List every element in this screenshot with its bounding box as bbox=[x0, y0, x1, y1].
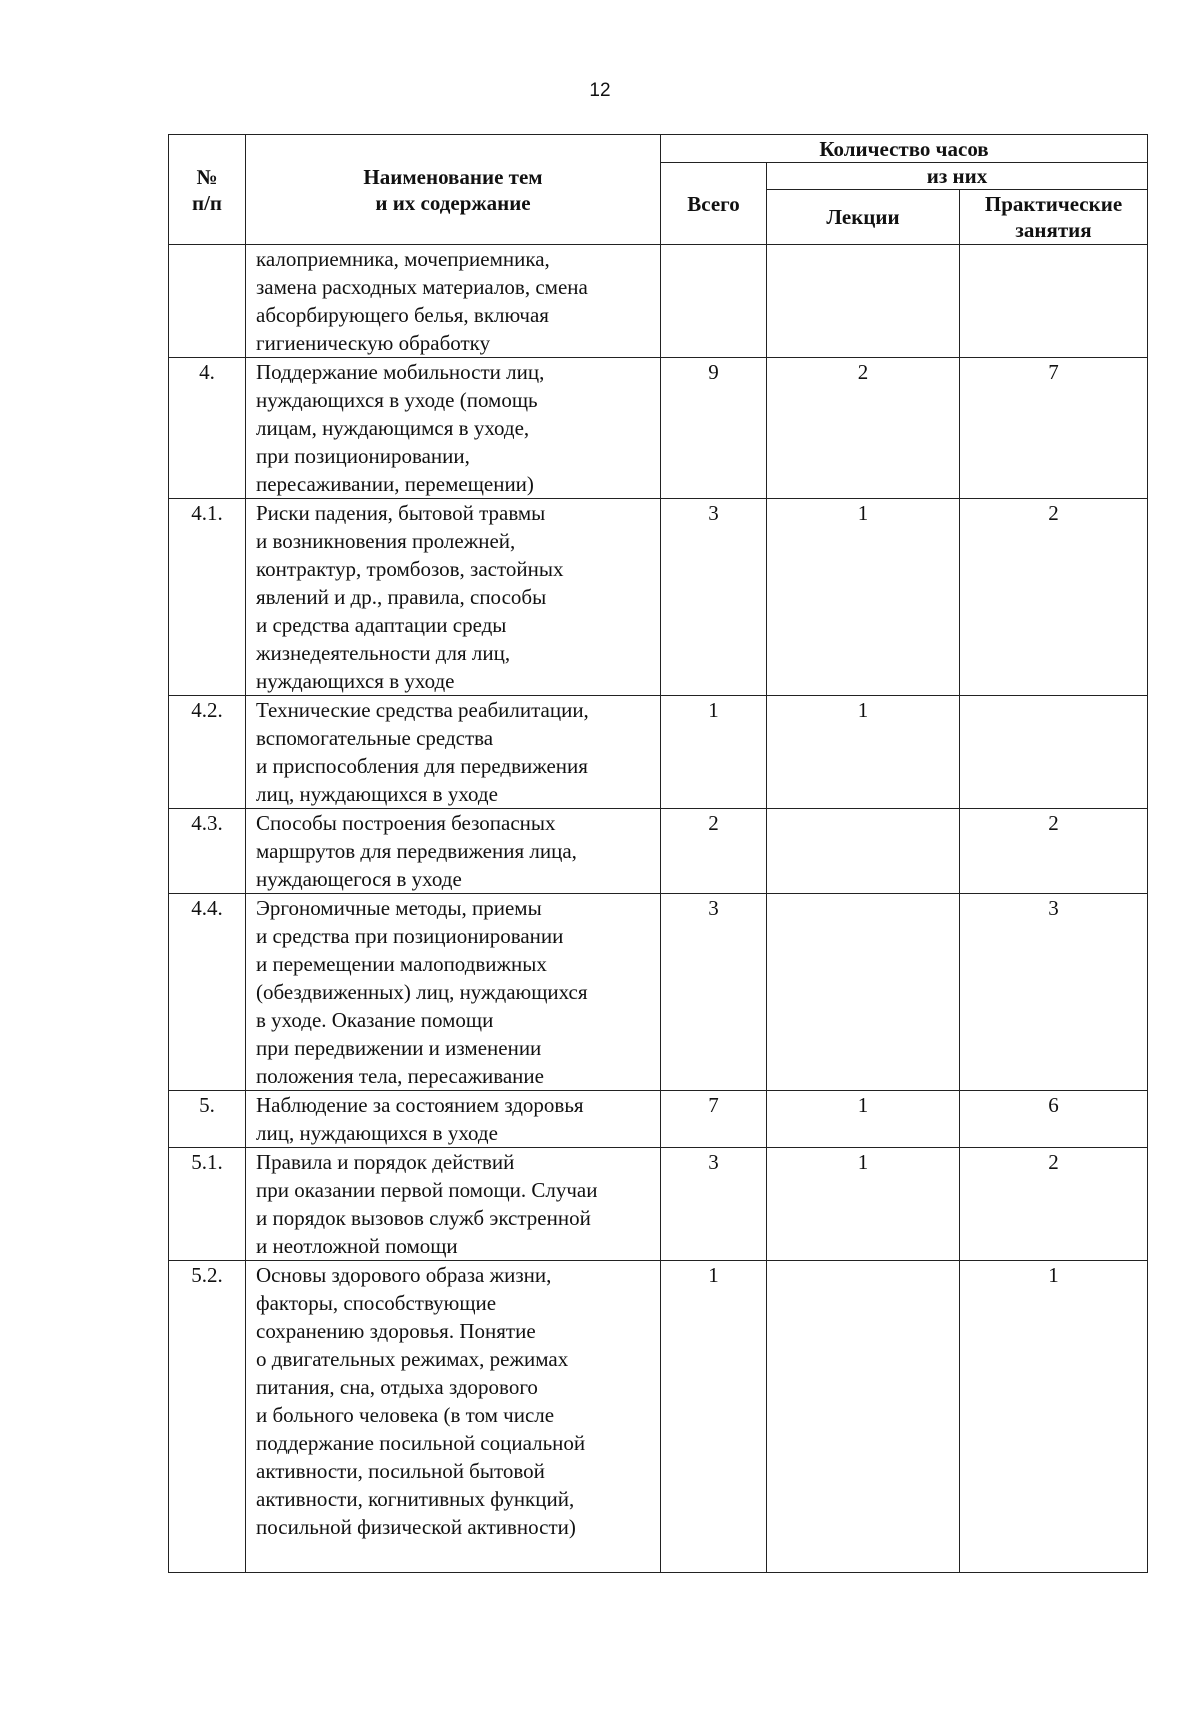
hours-practice bbox=[960, 245, 1148, 358]
topic-line: о двигательных режимах, режимах bbox=[256, 1347, 569, 1371]
row-number: 5.1. bbox=[169, 1148, 246, 1261]
topic-line: лиц, нуждающихся в уходе bbox=[256, 1121, 498, 1145]
topic-line: пересаживании, перемещении) bbox=[256, 472, 534, 496]
topic-line: поддержание посильной социальной bbox=[256, 1431, 586, 1455]
hours-total: 7 bbox=[661, 1091, 767, 1148]
table-row bbox=[169, 1148, 1148, 1261]
topic-line: при передвижении и изменении bbox=[256, 1036, 542, 1060]
topic-line: нуждающегося в уходе bbox=[256, 867, 462, 891]
hours-lectures bbox=[767, 245, 960, 358]
topic-line: Поддержание мобильности лиц, bbox=[256, 360, 545, 384]
hours-lectures: 1 bbox=[767, 1091, 960, 1148]
topic-line: явлений и др., правила, способы bbox=[256, 585, 547, 609]
hours-practice: 7 bbox=[960, 358, 1148, 499]
topic-line: и порядок вызовов служб экстренной bbox=[256, 1206, 591, 1230]
hours-total: 2 bbox=[661, 809, 767, 894]
header-hours: Количество часов bbox=[661, 135, 1148, 163]
topic-line: гигиеническую обработку bbox=[256, 331, 491, 355]
topic-line: замена расходных материалов, смена bbox=[256, 275, 588, 299]
topic-line: и приспособления для передвижения bbox=[256, 754, 588, 778]
topic-line: активности, когнитивных функций, bbox=[256, 1487, 575, 1511]
topic-line: Эргономичные методы, приемы bbox=[256, 896, 542, 920]
table-row bbox=[169, 696, 1148, 809]
topic-line: и перемещении малоподвижных bbox=[256, 952, 547, 976]
header-practice-line2: занятия bbox=[1015, 218, 1092, 242]
table-body bbox=[169, 245, 1148, 1573]
hours-practice: 2 bbox=[960, 1148, 1148, 1261]
topic-line: факторы, способствующие bbox=[256, 1291, 497, 1315]
header-total: Всего bbox=[661, 163, 767, 245]
hours-lectures: 1 bbox=[767, 499, 960, 696]
topic-line: Правила и порядок действий bbox=[256, 1150, 515, 1174]
hours-practice: 6 bbox=[960, 1091, 1148, 1148]
hours-practice: 1 bbox=[960, 1261, 1148, 1573]
topic-line: при позиционировании, bbox=[256, 444, 470, 468]
hours-practice: 2 bbox=[960, 499, 1148, 696]
hours-lectures: 1 bbox=[767, 1148, 960, 1261]
topic-line: в уходе. Оказание помощи bbox=[256, 1008, 494, 1032]
table-row bbox=[169, 499, 1148, 696]
hours-practice bbox=[960, 696, 1148, 809]
topic-line: нуждающихся в уходе bbox=[256, 669, 455, 693]
header-num-line1: № bbox=[196, 164, 218, 189]
topic-name bbox=[246, 809, 661, 894]
hours-practice: 3 bbox=[960, 894, 1148, 1091]
hours-lectures: 1 bbox=[767, 696, 960, 809]
topic-name bbox=[246, 499, 661, 696]
table-row bbox=[169, 1261, 1148, 1573]
topic-line: Риски падения, бытовой травмы bbox=[256, 501, 546, 525]
topic-line: (обездвиженных) лиц, нуждающихся bbox=[256, 980, 588, 1004]
table-row bbox=[169, 245, 1148, 358]
table-row bbox=[169, 809, 1148, 894]
curriculum-table bbox=[168, 134, 1148, 1573]
topic-name bbox=[246, 1091, 661, 1148]
header-name-line2: и их содержание bbox=[375, 190, 531, 215]
hours-total: 3 bbox=[661, 499, 767, 696]
topic-line: маршрутов для передвижения лица, bbox=[256, 839, 577, 863]
hours-lectures bbox=[767, 1261, 960, 1573]
topic-line: и средства адаптации среды bbox=[256, 613, 507, 637]
topic-line: Наблюдение за состоянием здоровья bbox=[256, 1093, 584, 1117]
row-number: 5.2. bbox=[169, 1261, 246, 1573]
topic-name bbox=[246, 1148, 661, 1261]
row-number: 4. bbox=[169, 358, 246, 499]
table-row bbox=[169, 1091, 1148, 1148]
page-number: 12 bbox=[589, 80, 611, 101]
topic-line: питания, сна, отдыха здорового bbox=[256, 1375, 538, 1399]
hours-total: 9 bbox=[661, 358, 767, 499]
topic-line: Основы здорового образа жизни, bbox=[256, 1263, 552, 1287]
header-lectures: Лекции bbox=[767, 190, 960, 245]
topic-line: Технические средства реабилитации, bbox=[256, 698, 589, 722]
topic-line: и возникновения пролежней, bbox=[256, 529, 516, 553]
table-row bbox=[169, 358, 1148, 499]
topic-line: вспомогательные средства bbox=[256, 726, 494, 750]
hours-total bbox=[661, 245, 767, 358]
hours-total: 3 bbox=[661, 1148, 767, 1261]
row-number: 4.2. bbox=[169, 696, 246, 809]
table-row bbox=[169, 894, 1148, 1091]
row-number: 4.4. bbox=[169, 894, 246, 1091]
hours-total: 1 bbox=[661, 1261, 767, 1573]
row-number: 4.3. bbox=[169, 809, 246, 894]
topic-line: калоприемника, мочеприемника, bbox=[256, 247, 550, 271]
topic-name bbox=[246, 358, 661, 499]
topic-line: посильной физической активности) bbox=[256, 1515, 576, 1539]
topic-line: положения тела, пересаживание bbox=[256, 1064, 544, 1088]
topic-line: Способы построения безопасных bbox=[256, 811, 556, 835]
row-number: 4.1. bbox=[169, 499, 246, 696]
topic-line: сохранению здоровья. Понятие bbox=[256, 1319, 536, 1343]
topic-name bbox=[246, 894, 661, 1091]
topic-line: лиц, нуждающихся в уходе bbox=[256, 782, 498, 806]
header-num bbox=[169, 135, 246, 245]
header-name-line1: Наименование тем bbox=[363, 164, 543, 189]
topic-line: жизнедеятельности для лиц, bbox=[256, 641, 511, 665]
row-number bbox=[169, 245, 246, 358]
header-of-them: из них bbox=[767, 163, 1148, 190]
topic-line: абсорбирующего белья, включая bbox=[256, 303, 549, 327]
topic-name bbox=[246, 1261, 661, 1573]
topic-line: при оказании первой помощи. Случаи bbox=[256, 1178, 598, 1202]
topic-line: и неотложной помощи bbox=[256, 1234, 458, 1258]
topic-line: активности, посильной бытовой bbox=[256, 1459, 545, 1483]
topic-line: лицам, нуждающимся в уходе, bbox=[256, 416, 530, 440]
hours-total: 1 bbox=[661, 696, 767, 809]
topic-line: и средства при позиционировании bbox=[256, 924, 564, 948]
row-number: 5. bbox=[169, 1091, 246, 1148]
header-practice-line1: Практические bbox=[984, 192, 1123, 216]
hours-practice: 2 bbox=[960, 809, 1148, 894]
hours-total: 3 bbox=[661, 894, 767, 1091]
topic-line: и больного человека (в том числе bbox=[256, 1403, 555, 1427]
hours-lectures bbox=[767, 894, 960, 1091]
hours-lectures: 2 bbox=[767, 358, 960, 499]
header-num-line2: п/п bbox=[191, 190, 223, 215]
table-header bbox=[169, 135, 1148, 245]
topic-line: контрактур, тромбозов, застойных bbox=[256, 557, 564, 581]
hours-lectures bbox=[767, 809, 960, 894]
header-practice bbox=[960, 190, 1148, 245]
header-name bbox=[246, 135, 661, 245]
topic-name bbox=[246, 696, 661, 809]
topic-name bbox=[246, 245, 661, 358]
topic-line: нуждающихся в уходе (помощь bbox=[256, 388, 538, 412]
